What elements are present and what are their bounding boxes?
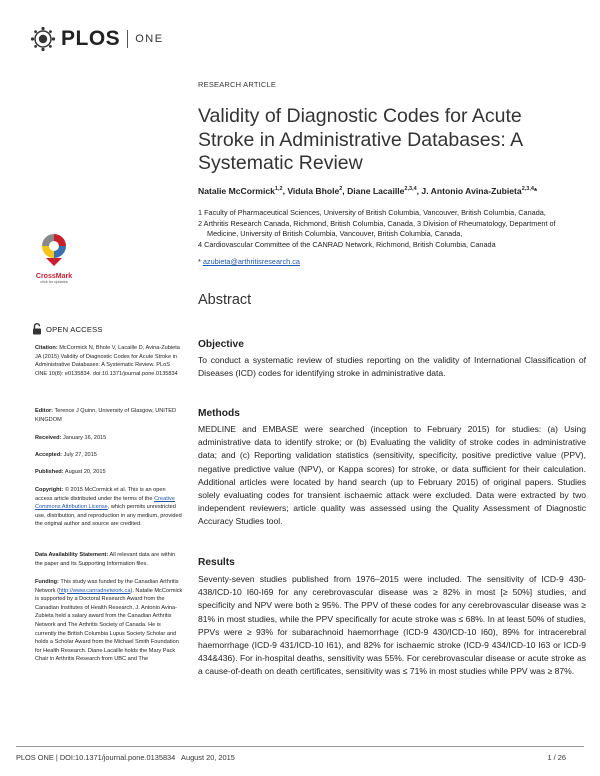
funding-label: Funding: [35,579,59,585]
author-list: Natalie McCormick$^{1,2}$, Vidula Bhole$^2$, Diane Lacaille$^{2,3,4}$, J. Antonio Avina-Zubieta$^{2,3,4}$* [198,186,538,196]
citation-label: Citation: [35,345,58,351]
received-block [35,434,183,443]
published-label: Published: [35,469,64,475]
funding-text-end: ). Natalie McCormick is supported by a Doctoral Research Award from the Canadian Institutes of Health Research. J. Antonio Avina-Zubieta held a salary award from the Canadian Arthritis Network and The Arthritis Society of Canada. He is currently the British Columbia Lupus Society Scholar and holds a Scholar Award from the Michael Smith Foundation for Health Research. Diane Lacaille holds the Mary Pack Chair in Arthritis Research from UBC and The [35,587,183,663]
author-affil-sup: 2,3,4 [404,186,417,193]
editor-text: Terence J Quinn, University of Glasgow, UNITED KINGDOM [35,408,177,423]
crossmark-sublabel: click for updates [40,280,68,284]
affiliation-item: 2 Arthritis Research Canada, Richmond, British Columbia, Canada, 3 Division of Rheumatology, Department of Medicine, University of British Columbia, Vancouver, British Columbia, Canada, [198,218,556,238]
affiliations [198,208,588,250]
data-availability-label: Data Availability Statement: [35,552,109,558]
accepted-date: July 27, 2015 [63,452,97,458]
published-block [35,468,183,477]
abstract-heading: Abstract [198,292,252,308]
page-number: 1 / 26 [547,753,566,762]
author-name[interactable]: Natalie McCormick [198,186,275,196]
plos-logo-icon [30,26,56,52]
article-title: Validity of Diagnostic Codes for Acute Stroke in Administrative Databases: A Systematic Review [198,105,523,174]
open-access-badge [32,323,103,335]
data-availability-block [35,551,183,568]
received-date: January 16, 2015 [63,435,107,441]
open-lock-icon [32,323,42,335]
accepted-label: Accepted: [35,452,63,458]
methods-heading: Methods [198,408,240,419]
methods-text: MEDLINE and EMBASE were searched (inception to February 2015) for studies: (a) Using administrative data to identify stroke; or (b) Evaluating the validity of stroke codes in administrative data; and (c) Reporting validation statistics (sensitivity, specificity, positive predictive value (PPV), negative predictive value (NPV), or Kappa scores) for stroke, or data sufficient for their calculation. Additional articles were located by hand search (up to February 2015) of original papers. Studies solely evaluating codes for transient ischaemic attack were excluded. Data were extracted by two independent reviewers; article quality was assessed using the Quality Assessment of Diagnostic Accuracy Studies tool. [198,424,586,527]
author-affil-sup: 2,3,4 [521,186,534,193]
citation-block [35,344,183,378]
funding-text: This study was funded by the Canadian Arthritis Network ( [35,579,179,594]
data-availability-text: All relevant data are within the paper and its Supporting Information files. [35,552,176,567]
objective-text: To conduct a systematic review of studies reporting on the validity of International Classification of Diseases (ICD) codes for identifying stroke in administrative data. [198,355,586,379]
editor-block [35,407,183,424]
copyright-block [35,486,183,529]
author-name[interactable]: Diane Lacaille [347,186,405,196]
accepted-block [35,451,183,460]
logo-journal: ONE [135,33,164,45]
open-access-label: OPEN ACCESS [46,324,103,334]
corresponding-star-label: * [198,257,201,266]
footer-citation: PLOS ONE | DOI:10.1371/journal.pone.0135834 August 20, 2015 [16,753,235,762]
corresponding-email-link[interactable]: azubieta@arthritisresearch.ca [202,257,300,266]
affiliation-item: 1 Faculty of Pharmaceutical Sciences, University of British Columbia, Vancouver, British Columbia, Canada, [198,208,546,217]
published-date: August 20, 2015 [64,469,106,475]
footer-divider [16,746,584,747]
copyright-label: Copyright: [35,487,64,493]
author-affil-sup: 2 [339,186,343,193]
funding-link[interactable]: http://www.canradnetwork.ca [58,587,131,594]
plos-logo[interactable] [30,24,164,54]
logo-wordmark: PLOS [61,27,121,50]
author-name[interactable]: J. Antonio Avina-Zubieta [421,186,522,196]
copyright-text: © 2015 McCormick et al. This is an open access article distributed under the terms of the [35,487,166,502]
crossmark-badge[interactable] [32,232,76,284]
copyright-text-end: , which permits unrestricted use, distribution, and reproduction in any medium, provided the original author and source are credited. [35,504,182,528]
license-link[interactable]: Creative Commons Attribution License [35,495,175,511]
results-heading: Results [198,557,235,568]
results-text: Seventy-seven studies published from 1976–2015 were included. The sensitivity of ICD-9 430-438/ICD-10 I60-I69 for any cerebrovascular disease was ≥ 82% in most [≥ 50%] studies, and specificity and NPV were both ≥ 95%. The PPV of these codes for any cerebrovascular disease was ≥ 81% in most studies, while the PPV specifically for acute stroke was ≤ 68%. In at least 50% of studies, PPVs were ≥ 93% for subarachnoid haemorrhage (ICD-9 430/ICD-10 I60), 89% for intracerebral haemorrhage (ICD-9 431/ICD-10 I61), and 82% for ischaemic stroke (ICD-9 434/ICD-10 I63 or ICD-9 434&436). For in-hospital deaths, sensitivity was 55%. For cerebrovascular disease or acute stroke as a cause-of-death on death certificates, sensitivity was ≤ 71% in most studies while PPV was ≥ 87%. [198,574,586,677]
crossmark-icon [32,232,76,270]
author-name[interactable]: Vidula Bhole [287,186,340,196]
affiliation-item: 4 Cardiovascular Committee of the CANRAD Network, Richmond, British Columbia, Canada [198,239,496,249]
corresponding-author [198,257,300,266]
article-type: RESEARCH ARTICLE [198,80,277,89]
crossmark-label: CrossMark [35,273,73,280]
author-affil-sup: 1,2 [274,186,283,193]
editor-label: Editor: [35,408,54,414]
citation-text: McCormick N, Bhole V, Lacaille D, Avina-Zubieta JA (2015) Validity of Diagnostic Codes for Acute Stroke in Administrative Databases: A Systematic Review. PLoS ONE 10(8): e0135834. doi:10.1371/journal.pone.0135834 [35,345,180,377]
logo-divider [127,30,128,48]
funding-block [35,578,183,664]
received-label: Received: [35,435,62,441]
corresponding-star: * [533,186,538,196]
objective-heading: Objective [198,339,244,350]
